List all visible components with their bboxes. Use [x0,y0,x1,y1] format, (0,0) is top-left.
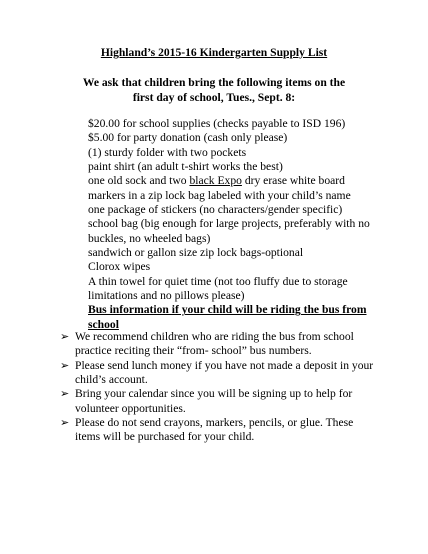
supply-item: $20.00 for school supplies (checks payable to ISD 196) [88,117,346,130]
supply-list [88,117,378,332]
bullet-text: We recommend children who are riding the bus from school [75,330,354,343]
bullet-text: Please do not send crayons, markers, pencils, or glue. These [75,416,354,430]
document-title: Highland’s 2015-16 Kindergarten Supply List [100,46,328,59]
arrow-bullet-icon: ➢ [60,358,70,372]
bullet-list [60,330,390,445]
intro-paragraph [0,75,428,105]
supply-item: school bag (big enough for large projects, preferably with no [88,217,370,231]
bullet-text: child’s account. [75,373,148,387]
supply-item: A thin towel for quiet time (not too fluffy due to storage [88,274,348,288]
bullet-text: Bring your calendar since you will be signing up to help for [75,387,353,401]
supply-item: one package of stickers (no characters/gender specific) [88,203,343,217]
supply-item-text: one old sock and two [88,174,190,188]
bullet-item [60,359,390,388]
bullet-text: practice reciting their “from- school” bus numbers. [75,344,312,358]
supply-item: $5.00 for party donation (cash only please) [88,131,288,145]
supply-item [88,174,378,188]
supply-item-text: dry erase white board [241,174,345,188]
supply-item: sandwich or gallon size zip lock bags-optional [88,246,304,260]
arrow-bullet-icon: ➢ [60,387,70,401]
underlined-brand-text: black Expo [189,174,242,188]
bullet-text: Please send lunch money if you have not made a deposit in your [75,358,374,372]
supply-item: limitations and no pillows please) [88,289,245,303]
supply-item: Clorox wipes [88,260,151,274]
arrow-bullet-icon: ➢ [60,416,70,430]
supply-item: buckles, no wheeled bags) [88,231,211,245]
intro-line: first day of school, Tues., Sept. 8: [132,91,296,104]
arrow-bullet-icon: ➢ [60,330,70,343]
intro-line: We ask that children bring the following items on the [82,76,346,89]
bullet-item [60,330,390,359]
supply-item: paint shirt (an adult t-shirt works the best) [88,160,283,174]
bus-info-heading: Bus information if your child will be riding the bus from [88,303,367,317]
bullet-text: volunteer opportunities. [75,401,186,415]
bullet-text: items will be purchased for your child. [75,430,255,444]
supply-item: (1) sturdy folder with two pockets [88,145,247,159]
bus-info-heading: school [88,317,119,331]
bullet-item [60,416,390,445]
bullet-item [60,387,390,416]
supply-item: markers in a zip lock bag labeled with your child’s name [88,188,351,202]
